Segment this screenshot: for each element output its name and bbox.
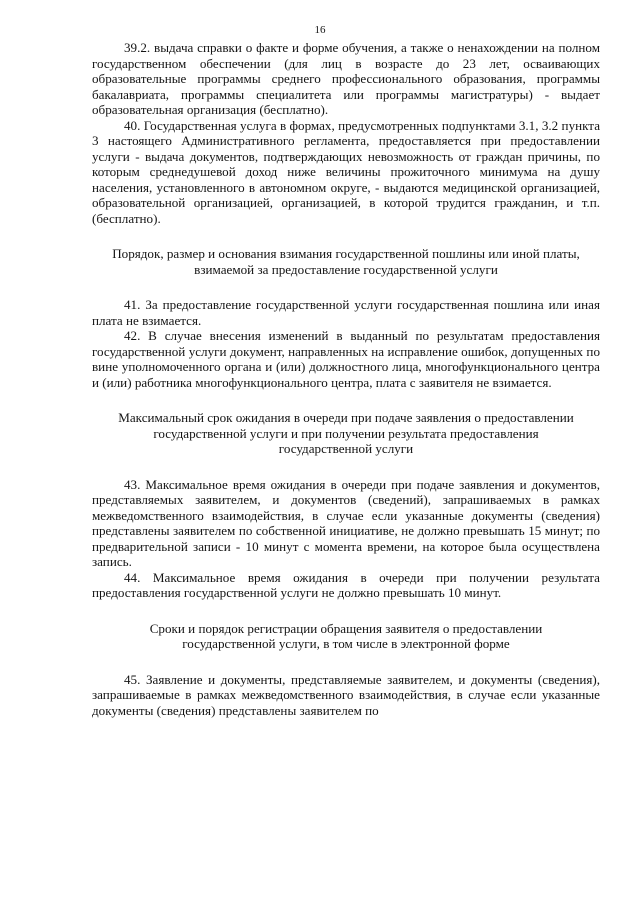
paragraph-45: 45. Заявление и документы, представляемые заявителем, и документы (сведения), запрашиваемые в рамках межведомственного взаимодействия, в случае если указанные документы (сведения) представлены заявителем по — [92, 671, 600, 718]
paragraph-43: 43. Максимальное время ожидания в очереди при подаче заявления и документов, представляемых заявителем, и документов (сведений), запрашиваемых в рамках межведомственного взаимодействия, в случае если указанные документы (сведения) представлены заявителем по собственной инициативе, не должно превышать 15 минут; по предварительной записи - 10 минут с момента времени, на которое была осуществлена запись. — [92, 476, 600, 569]
paragraph-39-2: 39.2. выдача справки о факте и форме обучения, а также о ненахождении на полном государственном обеспечении (для лиц в возрасте до 23 лет, осваивающих образовательные программы среднего профессионального образования, программы бакалавриата, программы специалитета или программы магистратуры) - выдает образовательная организация (бесплатно). — [92, 40, 600, 117]
spacer — [92, 277, 600, 297]
paragraph-44: 44. Максимальное время ожидания в очереди при получении результата предоставления государственной услуги не должно превышать 10 минут. — [92, 569, 600, 600]
paragraph-41: 41. За предоставление государственной услуги государственная пошлина или иная плата не взимается. — [92, 297, 600, 328]
page-number: 16 — [314, 24, 326, 36]
spacer — [92, 457, 600, 477]
section-heading-fees: Порядок, размер и основания взимания государственной пошлины или иной платы, взимаемой за предоставление государственной услуги — [112, 246, 580, 277]
paragraph-42: 42. В случае внесения изменений в выданный по результатам предоставления государственной услуги документ, направленных на исправление ошибок, допущенных по вине уполномоченного органа и (или) должностного лица, многофункционального центра и (или) работника многофункционального центра, плата с заявителя не взимается. — [92, 328, 600, 390]
section-heading-queue-time: Максимальный срок ожидания в очереди при подаче заявления о предоставлении государственной услуги и при получении результата предоставления государственной услуги — [118, 410, 574, 456]
spacer — [92, 226, 600, 246]
spacer — [92, 652, 600, 672]
section-heading-registration: Сроки и порядок регистрации обращения заявителя о предоставлении государственной услуги, в том числе в электронной форме — [149, 620, 543, 651]
paragraph-40: 40. Государственная услуга в формах, предусмотренных подпунктами 3.1, 3.2 пункта 3 настоящего Административного регламента, предоставляется при предоставлении услуги - выдача документов, подтверждающих невозможность от граждан причины, по которым среднедушевой доход ниже величины прожиточного минимума на душу населения, установленного в автономном округе, - выдаются медицинской организацией, образовательной организацией, организацией, в которой трудится гражданин, и т.п. (бесплатно). — [92, 117, 600, 226]
document-body — [92, 40, 600, 718]
spacer — [92, 390, 600, 410]
spacer — [92, 601, 600, 621]
